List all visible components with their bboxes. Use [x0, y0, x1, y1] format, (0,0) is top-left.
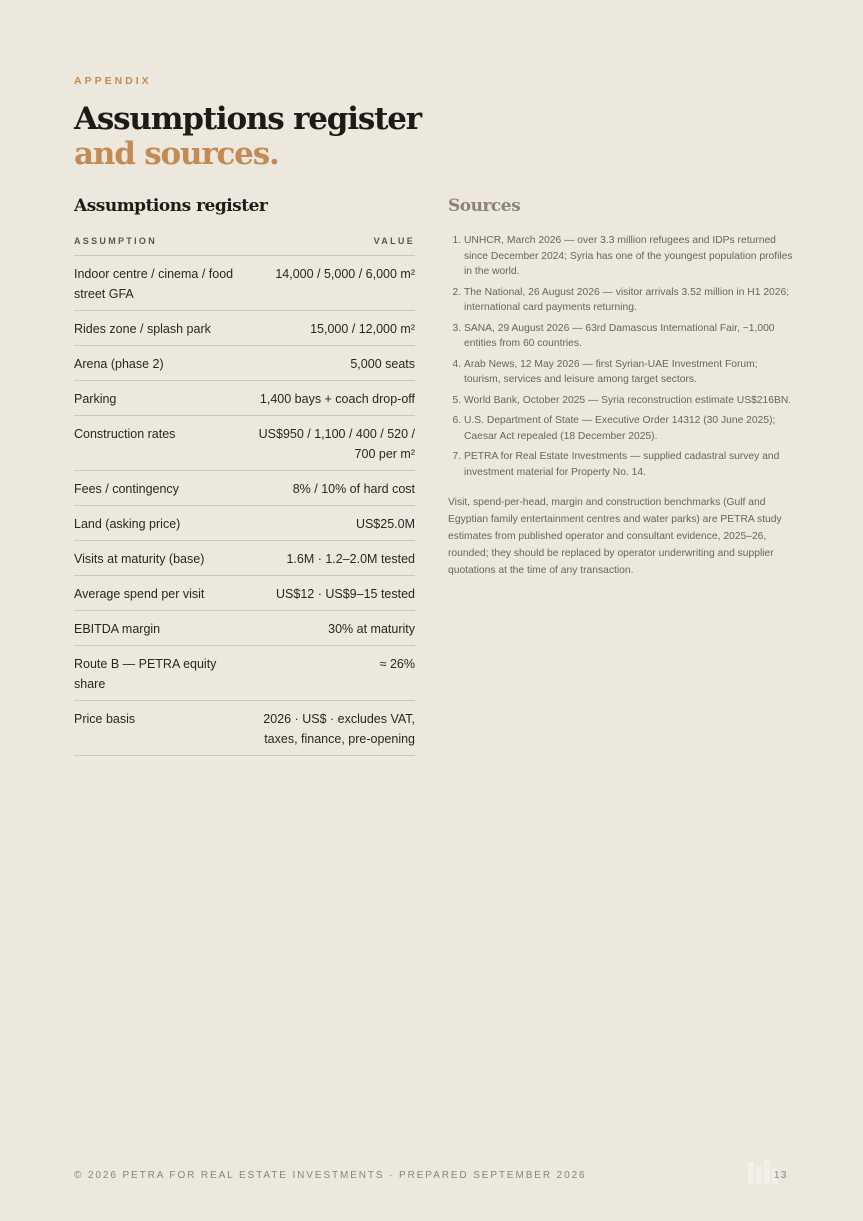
- column-header-assumption: ASSUMPTION: [74, 236, 158, 246]
- table-row: [74, 256, 415, 311]
- page-number: 13: [773, 1170, 788, 1181]
- row-key: Construction rates: [74, 427, 176, 441]
- table-row: [74, 541, 415, 576]
- table-row: [74, 381, 415, 416]
- row-value: 8% / 10% of hard cost: [292, 482, 415, 496]
- sources-list: [448, 233, 793, 480]
- table-row: [74, 506, 415, 541]
- table-row: [74, 416, 415, 471]
- row-key: Arena (phase 2): [74, 357, 164, 371]
- row-key: Price basis: [74, 712, 136, 726]
- title-line-1: Assumptions register: [74, 101, 421, 137]
- table-row: [74, 576, 415, 611]
- row-key: Route B — PETRA equity share: [74, 657, 217, 691]
- source-item: 6. U.S. Department of State — Executive Order 14312 (30 June 2025); Caesar Act repealed (18 December 2025).: [464, 413, 793, 444]
- table-row: [74, 701, 415, 756]
- row-key: Average spend per visit: [74, 587, 205, 601]
- sources-heading: Sources: [448, 196, 521, 216]
- row-value: US$950 / 1,100 / 400 / 520 / 700 per m²: [258, 427, 415, 461]
- row-key: Rides zone / splash park: [74, 322, 211, 336]
- assumptions-section: [74, 194, 415, 756]
- assumptions-heading: Assumptions register: [74, 196, 268, 216]
- source-item: 7. PETRA for Real Estate Investments — supplied cadastral survey and investment material for Property No. 14.: [464, 449, 793, 480]
- row-value: US$12 · US$9–15 tested: [276, 587, 415, 601]
- row-value: US$25.0M: [355, 517, 415, 531]
- row-key: Indoor centre / cinema / food street GFA: [74, 267, 234, 301]
- source-item: 4. Arab News, 12 May 2026 — first Syrian-UAE Investment Forum; tourism, services and leisure among target sectors.: [464, 357, 793, 388]
- row-value: 2026 · US$ · excludes VAT, taxes, finance, pre-opening: [263, 712, 415, 746]
- row-value: 30% at maturity: [328, 622, 415, 636]
- sources-note: Visit, spend-per-head, margin and construction benchmarks (Gulf and Egyptian family entertainment centres and water parks) are PETRA study estimates from published operator and consultant evidence, 2025–26, rounded; they should be replaced by operator underwriting and supplier quotations at the time of any transaction.: [448, 497, 782, 576]
- row-key: EBITDA margin: [74, 622, 161, 636]
- source-item: 1. UNHCR, March 2026 — over 3.3 million refugees and IDPs returned since December 2024; Syria has one of the youngest population profiles in the world.: [464, 233, 793, 280]
- source-item: 2. The National, 26 August 2026 — visitor arrivals 3.52 million in H1 2026; international card payments returning.: [464, 285, 793, 316]
- assumptions-table-body: [74, 256, 415, 756]
- table-row: [74, 311, 415, 346]
- table-row: [74, 646, 415, 701]
- row-key: Visits at maturity (base): [74, 552, 205, 566]
- table-row: [74, 611, 415, 646]
- section-eyebrow: APPENDIX: [74, 75, 152, 87]
- title-line-2: and sources.: [74, 136, 279, 172]
- row-key: Fees / contingency: [74, 482, 179, 496]
- row-value: 5,000 seats: [350, 357, 415, 371]
- column-header-value: VALUE: [373, 236, 415, 246]
- row-value: 14,000 / 5,000 / 6,000 m²: [275, 267, 415, 281]
- row-key: Parking: [74, 392, 117, 406]
- source-item: 5. World Bank, October 2025 — Syria reconstruction estimate US$216BN.: [464, 393, 793, 409]
- footer-copyright: © 2026 PETRA FOR REAL ESTATE INVESTMENTS · PREPARED SEPTEMBER 2026: [74, 1170, 587, 1181]
- row-key: Land (asking price): [74, 517, 181, 531]
- table-row: [74, 471, 415, 506]
- row-value: ≈ 26%: [379, 657, 415, 671]
- row-value: 1.6M · 1.2–2.0M tested: [286, 552, 415, 566]
- row-value: 15,000 / 12,000 m²: [310, 322, 415, 336]
- assumptions-table-header: [74, 236, 415, 256]
- source-item: 3. SANA, 29 August 2026 — 63rd Damascus International Fair, ~1,000 entities from 60 countries.: [464, 321, 793, 352]
- row-value: 1,400 bays + coach drop-off: [259, 392, 415, 406]
- sources-section: [448, 194, 793, 589]
- page-title: [74, 102, 421, 172]
- table-row: [74, 346, 415, 381]
